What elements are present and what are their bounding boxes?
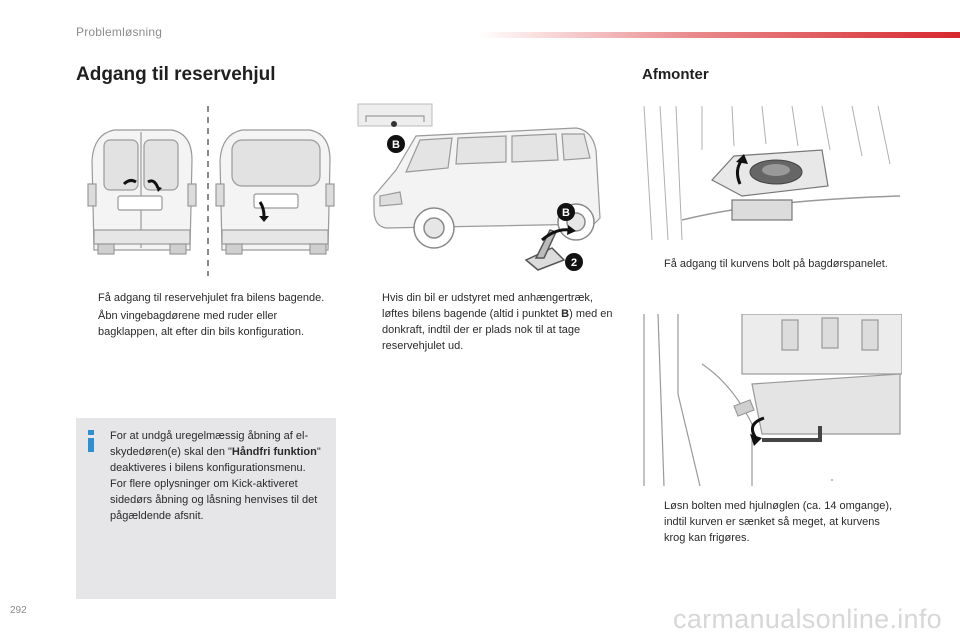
bolt-loosen-drawing [642, 314, 902, 486]
list-item [360, 290, 622, 354]
step-2-label: 2 [570, 257, 578, 269]
bolt-loosen-illustration [642, 314, 902, 486]
section-header: Problemløsning [76, 25, 163, 39]
info-text: For at undgå uregelmæssig åbning af el-skydedøren(e) skal den "Håndfri funktion" deaktiveres i bilens konfigurationsmenu. For flere oplysninger om Kick-aktiveret sidedørs åbning og låsning henvises til det pågældende afsnit. [110, 430, 321, 522]
bolt-steps-list [642, 498, 904, 548]
watermark: carmanualsonline.info [673, 604, 942, 634]
page-number: 292 [10, 605, 27, 616]
point-b-label: B [392, 139, 400, 151]
rear-doors-drawing [84, 100, 342, 280]
section-title-afmonter: Afmonter [642, 66, 709, 83]
page-title: Adgang til reservehjul [76, 64, 276, 85]
list-item [76, 308, 338, 340]
van-jack-illustration [356, 100, 620, 282]
basket-bolt-drawing [642, 100, 902, 245]
header-accent-bar [478, 32, 960, 38]
list-item [642, 256, 902, 272]
basket-bolt-illustration [642, 100, 902, 245]
info-icon [86, 430, 96, 452]
bullet-text: Åbn vingebagdørene med ruder eller bagklappen, alt efter din bils konfiguration. [98, 310, 305, 338]
access-steps-list [76, 290, 338, 342]
rear-doors-illustration [84, 100, 342, 280]
basket-steps-list [642, 256, 902, 274]
bullet-text: Få adgang til kurvens bolt på bagdørspanelet. [664, 258, 888, 270]
bullet-text: Løsn bolten med hjulnøglen (ca. 14 omgange), indtil kurven er sænket så meget, at kurvens krog kan frigøres. [664, 500, 893, 544]
bullet-text: Hvis din bil er udstyret med anhængertræk, løftes bilens bagende (altid i punktet B) med en donkraft, indtil der er plads nok til at tage reservehjulet ud. [382, 292, 613, 352]
jack-point-b-label: B [562, 207, 570, 219]
van-jack-drawing [356, 100, 620, 282]
bullet-text: Få adgang til reservehjulet fra bilens bagende. [98, 292, 325, 304]
info-box [76, 418, 336, 599]
jack-steps-list [360, 290, 622, 356]
list-item [76, 290, 338, 306]
list-item [642, 498, 904, 546]
handsfree-term: Håndfri funktion [231, 446, 317, 458]
point-b-ref: B [561, 308, 570, 320]
